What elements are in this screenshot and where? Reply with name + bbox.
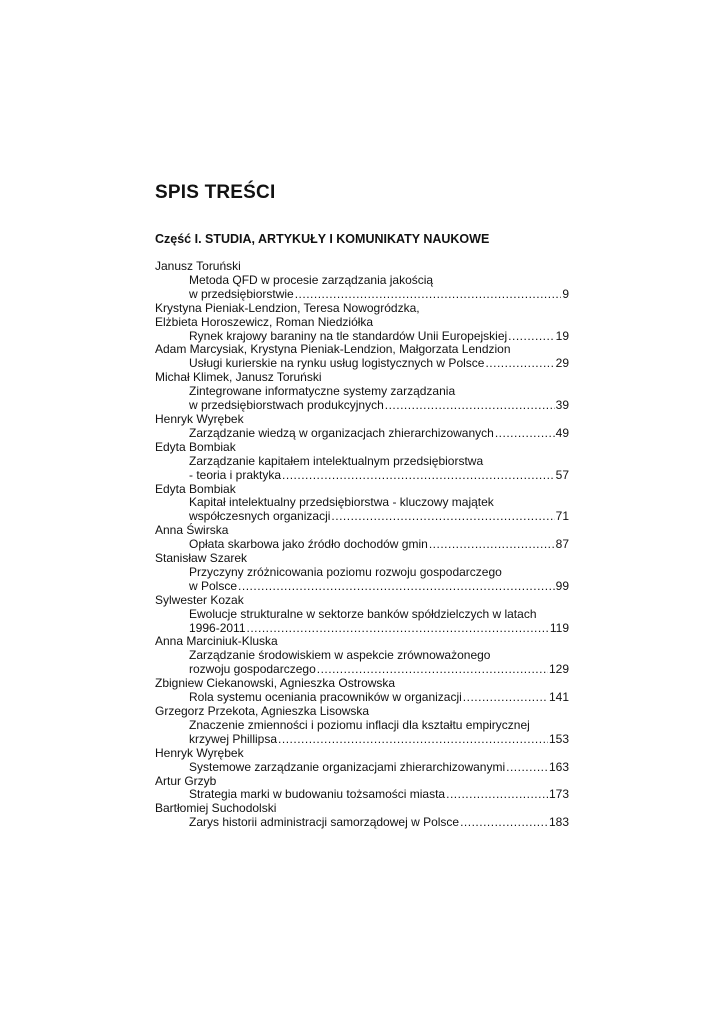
entry-title-line: Znaczenie zmienności i poziomu inflacji dla kształtu empirycznej	[189, 717, 530, 732]
entry-title-line: Kapitał intelektualny przedsiębiorstwa - kluczowy majątek	[189, 495, 494, 510]
part-heading: Część I. STUDIA, ARTYKUŁY I KOMUNIKATY NAUKOWE	[155, 232, 490, 246]
entry-page-number: 57	[555, 467, 569, 482]
entry-authors: Grzegorz Przekota, Agnieszka Lisowska	[155, 704, 370, 718]
entry-title-line: Usługi kurierskie na rynku usług logistycznych w Polsce	[189, 356, 485, 371]
entry-authors: Adam Marcysiak, Krystyna Pieniak-Lendzion, Małgorzata Lendzion	[155, 342, 511, 357]
page-title: SPIS TREŚCI	[155, 182, 276, 203]
entry-title-row	[155, 330, 569, 344]
entry-title-row	[155, 288, 569, 302]
entry-title-line: Zarządzanie kapitałem intelektualnym przedsiębiorstwa	[189, 453, 484, 468]
toc-entry	[155, 413, 569, 441]
dot-leader	[446, 788, 548, 802]
entry-title-line: Rola systemu oceniania pracowników w organizacji	[189, 690, 462, 705]
toc-entry	[155, 260, 569, 302]
entry-authors: Stanisław Szarek	[155, 551, 248, 566]
entry-authors: Sylwester Kozak	[155, 592, 244, 607]
entry-title-line: Zarządzanie wiedzą w organizacjach zhierarchizowanych	[189, 425, 494, 440]
entry-title-line: Zintegrowane informatyczne systemy zarządzania	[189, 384, 456, 399]
toc-entry	[155, 343, 569, 371]
entry-authors: Janusz Toruński	[155, 259, 241, 273]
toc-entry	[155, 371, 569, 413]
entry-title-line: Opłata skarbowa jako źródło dochodów gmin	[189, 537, 428, 552]
entry-title-line: Rynek krajowy baraniny na tle standardów Unii Europejskiej	[189, 328, 508, 343]
entry-authors: Michał Klimek, Janusz Toruński	[155, 370, 322, 385]
entry-authors: Elżbieta Horoszewicz, Roman Niedziółka	[155, 314, 374, 329]
dot-leader	[463, 691, 548, 705]
entry-title-line: w Polsce	[189, 578, 238, 593]
entry-title-line: współczesnych organizacji	[189, 509, 331, 524]
entry-title-row	[155, 788, 569, 802]
entry-page-number: 49	[555, 425, 569, 440]
entry-authors: Edyta Bombiak	[155, 439, 236, 454]
entry-page-number: 9	[562, 286, 569, 301]
entry-title-line: Zarys historii administracji samorządowej w Polsce	[189, 815, 460, 830]
toc-entry	[155, 552, 569, 594]
entry-title-row	[155, 663, 569, 677]
entry-page-number: 99	[555, 578, 569, 593]
toc-entry	[155, 705, 569, 747]
entry-title-line: krzywej Phillipsa	[189, 731, 278, 746]
table-of-contents	[155, 260, 569, 830]
entry-title-line: Zarządzanie środowiskiem w aspekcie zrównoważonego	[189, 648, 491, 663]
entry-title-row	[155, 399, 569, 413]
entry-title-row	[155, 816, 569, 830]
dot-leader	[429, 538, 555, 552]
toc-entry	[155, 524, 569, 552]
entry-page-number: 71	[555, 509, 569, 524]
entry-page-number: 19	[555, 328, 569, 343]
entry-page-number: 87	[555, 537, 569, 552]
entry-authors: Anna Marciniuk-Kluska	[155, 634, 278, 649]
entry-title-row	[155, 733, 569, 747]
entry-title-line: w przedsiębiorstwach produkcyjnych	[189, 398, 384, 413]
entry-title-line: - teoria i praktyka	[189, 467, 282, 482]
dot-leader	[331, 510, 554, 524]
toc-entry	[155, 594, 569, 636]
entry-authors: Krystyna Pieniak-Lendzion, Teresa Nowogródzka,	[155, 300, 420, 315]
dot-leader	[385, 399, 555, 413]
entry-title-row	[155, 538, 569, 552]
entry-authors: Zbigniew Ciekanowski, Agnieszka Ostrowska	[155, 676, 396, 691]
dot-leader	[485, 357, 554, 371]
entry-page-number: 29	[555, 356, 569, 371]
dot-leader	[506, 761, 548, 775]
entry-title-line: Metoda QFD w procesie zarządzania jakością	[189, 272, 434, 287]
entry-page-number: 153	[548, 731, 569, 746]
toc-entry	[155, 677, 569, 705]
entry-title-line: Ewolucje strukturalne w sektorze banków spółdzielczych w latach	[189, 606, 537, 621]
toc-entry	[155, 441, 569, 483]
entry-title-row	[155, 761, 569, 775]
dot-leader	[295, 288, 562, 302]
entry-authors: Bartłomiej Suchodolski	[155, 801, 277, 816]
entry-authors: Anna Świrska	[155, 523, 229, 538]
dot-leader	[460, 816, 548, 830]
entry-authors: Artur Grzyb	[155, 773, 217, 788]
entry-title-line: w przedsiębiorstwie	[189, 286, 294, 301]
entry-authors: Henryk Wyrębek	[155, 411, 244, 426]
entry-title-row	[155, 622, 569, 636]
entry-title-line: Przyczyny zróżnicowania poziomu rozwoju gospodarczego	[189, 564, 502, 579]
dot-leader	[495, 427, 555, 441]
entry-page-number: 183	[548, 815, 569, 830]
entry-title-row	[155, 469, 569, 483]
entry-page-number: 173	[548, 787, 569, 802]
entry-title-line: 1996-2011	[189, 620, 246, 635]
entry-page-number: 129	[548, 662, 569, 677]
entry-page-number: 163	[548, 759, 569, 774]
dot-leader	[247, 622, 549, 636]
entry-title-row	[155, 427, 569, 441]
dot-leader	[278, 733, 548, 747]
toc-entry	[155, 483, 569, 525]
toc-entry	[155, 747, 569, 775]
toc-entry	[155, 302, 569, 344]
toc-entry	[155, 802, 569, 830]
toc-entry	[155, 635, 569, 677]
entry-title-line: rozwoju gospodarczego	[189, 662, 316, 677]
entry-authors: Edyta Bombiak	[155, 481, 236, 496]
dot-leader	[317, 663, 548, 677]
entry-title-row	[155, 691, 569, 705]
entry-page-number: 39	[555, 398, 569, 413]
entry-page-number: 141	[548, 690, 569, 705]
toc-entry	[155, 775, 569, 803]
entry-title-line: Strategia marki w budowaniu tożsamości miasta	[189, 787, 446, 802]
dot-leader	[238, 580, 555, 594]
entry-page-number: 119	[549, 620, 569, 635]
entry-authors: Henryk Wyrębek	[155, 745, 244, 760]
entry-title-line: Systemowe zarządzanie organizacjami zhierarchizowanymi	[189, 759, 506, 774]
entry-title-row	[155, 580, 569, 594]
entry-title-row	[155, 357, 569, 371]
dot-leader	[508, 330, 554, 344]
dot-leader	[282, 469, 555, 483]
